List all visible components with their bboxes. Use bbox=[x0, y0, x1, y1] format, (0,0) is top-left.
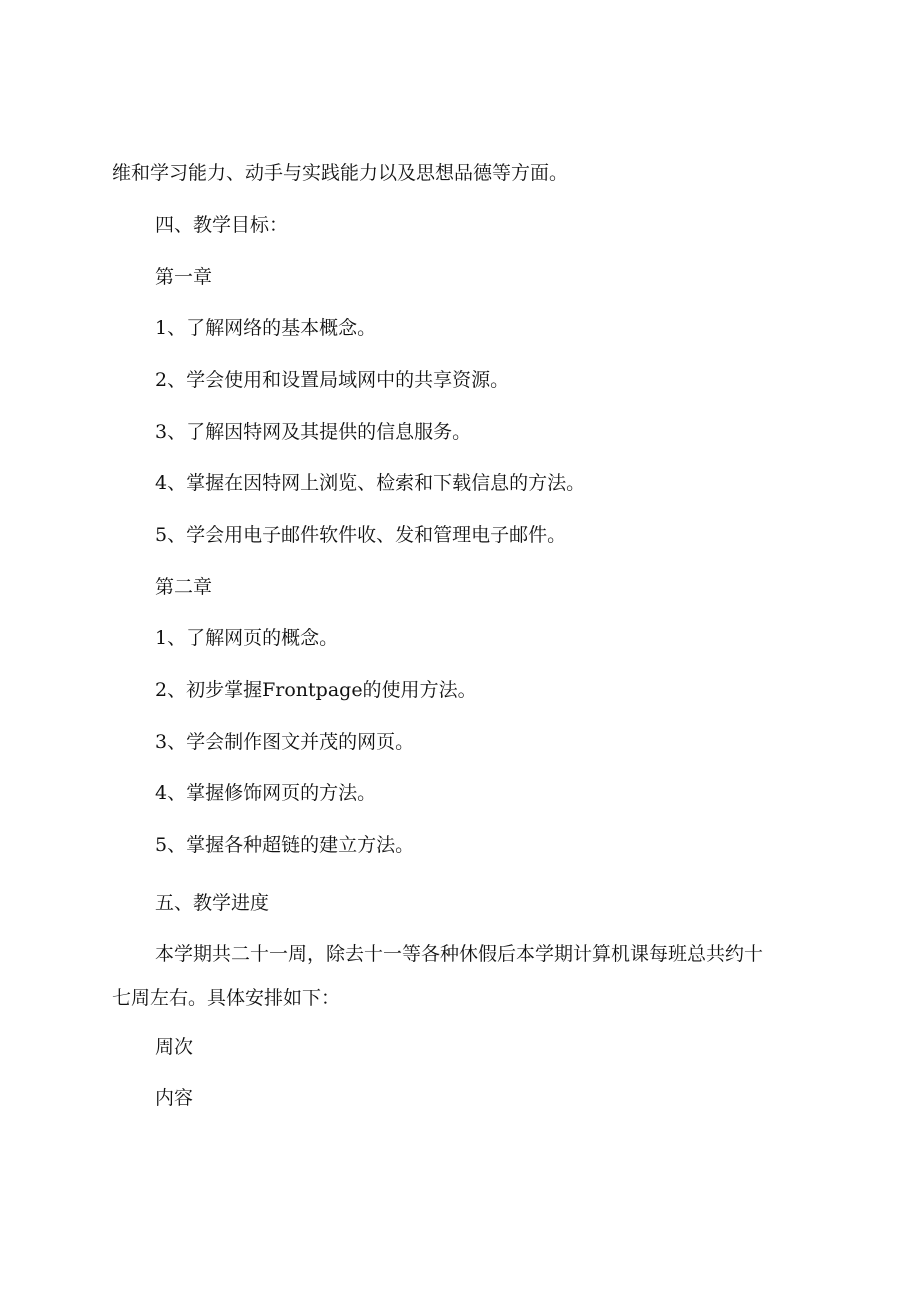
list-item: 4、掌握在因特网上浏览、检索和下载信息的方法。 bbox=[155, 472, 586, 494]
list-item: 1、了解网络的基本概念。 bbox=[155, 317, 377, 339]
list-item: 2、学会使用和设置局域网中的共享资源。 bbox=[155, 369, 510, 391]
paragraph-schedule-continuation: 七周左右。具体安排如下： bbox=[112, 987, 341, 1009]
chapter-heading-2: 第二章 bbox=[155, 576, 213, 598]
paragraph-continuation: 维和学习能力、动手与实践能力以及思想品德等方面。 bbox=[112, 162, 569, 184]
table-header-content: 内容 bbox=[155, 1087, 194, 1109]
list-item: 2、初步掌握Frontpage的使用方法。 bbox=[155, 679, 477, 701]
chapter-heading-1: 第一章 bbox=[155, 266, 213, 288]
list-item: 3、学会制作图文并茂的网页。 bbox=[155, 731, 415, 753]
list-item: 3、了解因特网及其提供的信息服务。 bbox=[155, 421, 472, 443]
list-item: 5、掌握各种超链的建立方法。 bbox=[155, 834, 415, 856]
list-item: 5、学会用电子邮件软件收、发和管理电子邮件。 bbox=[155, 524, 567, 546]
list-item: 4、掌握修饰网页的方法。 bbox=[155, 782, 377, 804]
section-heading-teaching-goals: 四、教学目标： bbox=[155, 214, 289, 236]
table-header-week: 周次 bbox=[155, 1036, 194, 1058]
paragraph-schedule: 本学期共二十一周，除去十一等各种休假后本学期计算机课每班总共约十 bbox=[155, 943, 764, 965]
list-item: 1、了解网页的概念。 bbox=[155, 627, 339, 649]
section-heading-teaching-schedule: 五、教学进度 bbox=[155, 892, 270, 914]
